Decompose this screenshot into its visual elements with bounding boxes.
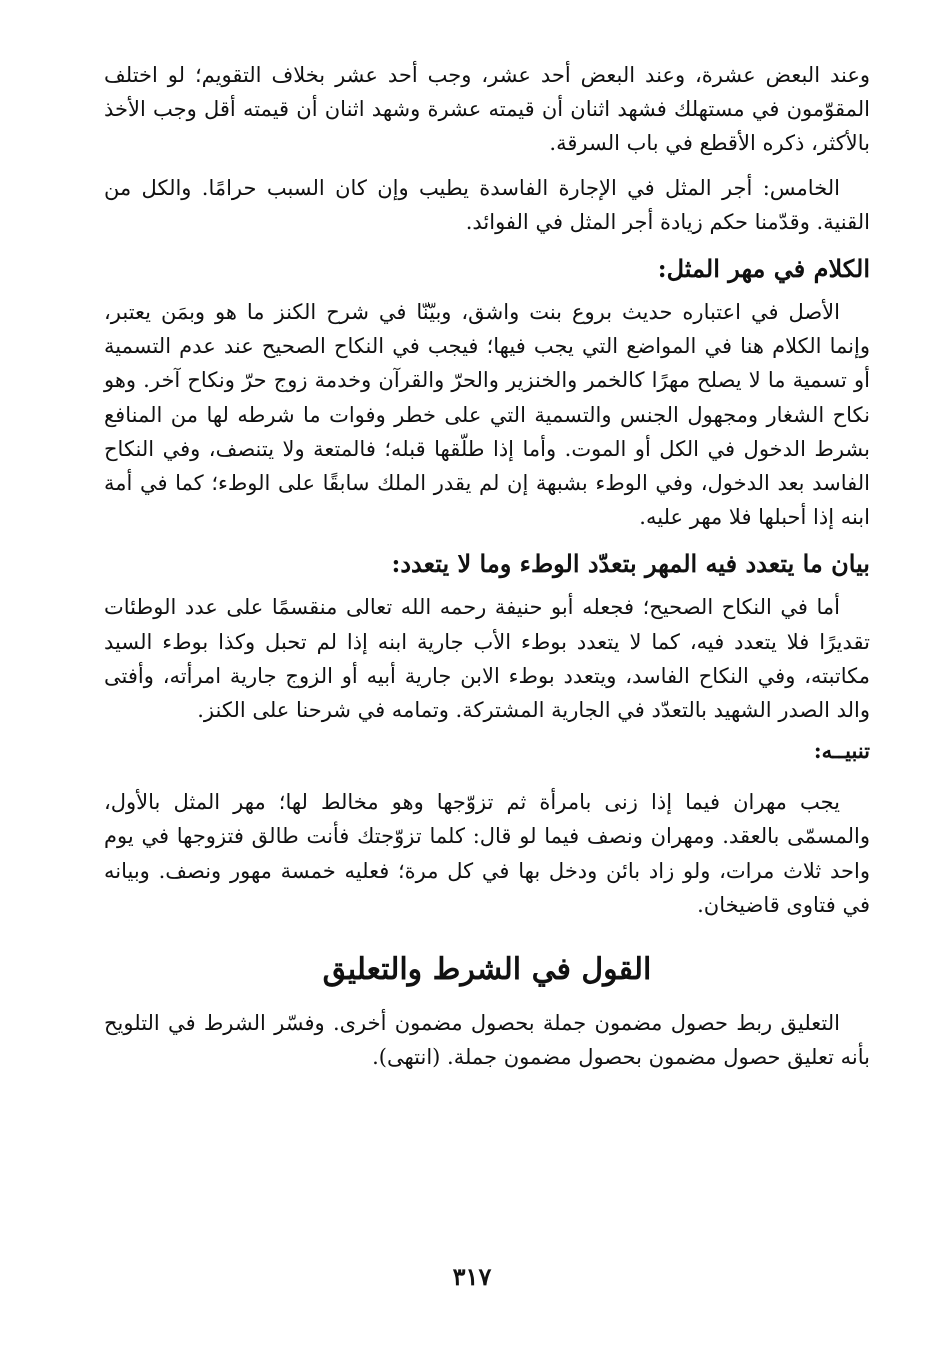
paragraph-3: الأصل في اعتباره حديث بروع بنت واشق، وبيّنّا في شرح الكنز ما هو وبمَن يعتبر، وإنما الكلام هنا في المواضع التي يجب فيها؛ فيجب في النكاح الصحيح عند عدم التسمية أو تسمية ما لا يصلح مهرًا كالخمر والخنزير والحرّ والقرآن وخدمة زوج حرّ ونكاح آخر. وهو نكاح الشغار ومجهول الجنس والتسمية التي على خطر وفوات ما شرطه لها من المنافع بشرط الدخول في الكل أو الموت. وأما إذا طلّقها قبله؛ فالمتعة ولا يتنصف، وفي النكاح الفاسد بعد الدخول، وفي الوطء بشبهة إن لم يقدر الملك سابقًا على الوطء؛ كما في أمة ابنه إذا أحبلها فلا مهر عليه. [104,300,870,530]
paragraph-6: التعليق ربط حصول مضمون جملة بحصول مضمون أخرى. وفسّر الشرط في التلويح بأنه تعليق حصول مضمون بحصول مضمون جملة. (انتهى). [104,1011,870,1070]
paragraph-5: يجب مهران فيما إذا زنى بامرأة ثم تزوّجها وهو مخالط لها؛ مهر المثل بالأول، والمسمّى بالعقد. ومهران ونصف فيما لو قال: كلما تزوّجتك فأنت طالق فتزوجها في يوم واحد ثلاث مرات، ولو زاد بائن ودخل بها في كل مرة؛ فعليه خمسة مهور ونصف. وبيانه في فتاوى قاضيخان. [104,790,870,917]
page-body [104,58,870,1074]
note-heading: تنبيــه: [813,738,870,764]
chapter-title: القول في الشرط والتعليق [322,952,652,988]
section-heading-mahr-al-mithl: الكلام في مهر المثل: [657,254,870,284]
paragraph-1: وعند البعض عشرة، وعند البعض أحد عشر، وجب أحد عشر بخلاف التقويم؛ لو اختلف المقوّمون في مستهلك فشهد اثنان أن قيمته عشرة وشهد اثنان أن قيمته أقل وجب الأخذ بالأكثر، ذكره الأقطع في باب السرقة. [104,63,870,156]
section-heading-mahr-repetition: بيان ما يتعدد فيه المهر بتعدّد الوطء وما لا يتعدد: [391,549,870,579]
paragraph-2: الخامس: أجر المثل في الإجارة الفاسدة يطيب وإن كان السبب حرامًا. والكل من القنية. وقدّمنا حكم زيادة أجر المثل في الفوائد. [104,175,870,234]
paragraph-4: أما في النكاح الصحيح؛ فجعله أبو حنيفة رحمه الله تعالى منقسمًا على عدد الوطئات تقديرًا فلا يتعدد فيه، كما لا يتعدد بوطء الأب جارية ابنه إذا لم تحبل وكذا بوطء السيد مكاتبته، وفي النكاح الفاسد، ويتعدد بوطء الابن جارية أبيه أو الزوج جارية امرأته، وأفتى والد الصدر الشهيد بالتعدّد في الجارية المشتركة. وتمامه في شرحنا على الكنز. [104,595,870,723]
page-number: ٣١٧ [452,1262,492,1291]
